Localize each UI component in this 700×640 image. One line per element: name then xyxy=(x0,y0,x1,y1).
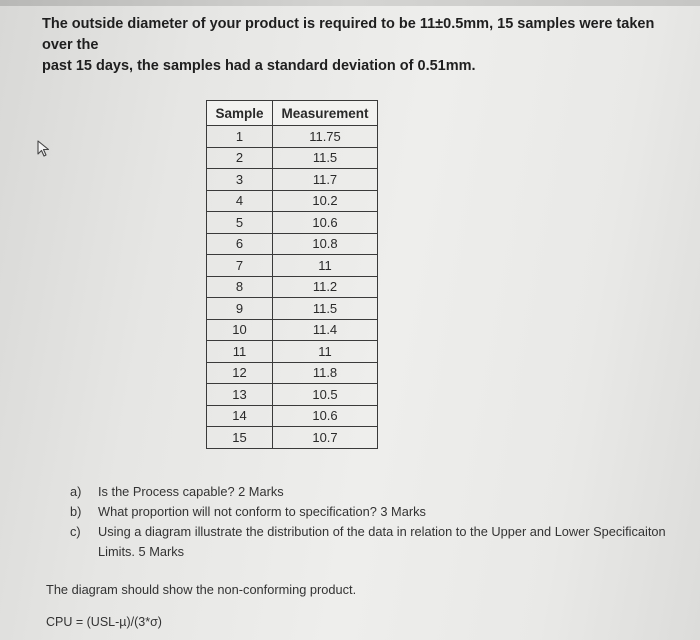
table-row xyxy=(207,405,378,427)
question-letter: c) xyxy=(70,524,81,539)
measurement-value-cell: 11.8 xyxy=(273,362,378,384)
table-row xyxy=(207,212,378,234)
question-list xyxy=(70,482,690,562)
measurement-value-cell: 10.8 xyxy=(273,233,378,255)
measurement-column-header: Measurement xyxy=(273,101,378,126)
sample-number-cell: 14 xyxy=(207,405,273,427)
table-row xyxy=(207,233,378,255)
sample-number-cell: 9 xyxy=(207,298,273,320)
question-c xyxy=(70,522,690,562)
measurement-value-cell: 11 xyxy=(273,341,378,363)
question-text: Is the Process capable? 2 Marks xyxy=(98,484,284,499)
table-row xyxy=(207,276,378,298)
cpu-formula: CPU = (USL-µ)/(3*σ) xyxy=(46,615,162,629)
sample-number-cell: 6 xyxy=(207,233,273,255)
measurement-value-cell: 11.75 xyxy=(273,126,378,148)
problem-statement-line-2: past 15 days, the samples had a standard deviation of 0.51mm. xyxy=(42,58,476,74)
sample-number-cell: 1 xyxy=(207,126,273,148)
question-a xyxy=(70,482,690,502)
page-top-edge xyxy=(0,0,700,6)
sample-number-cell: 7 xyxy=(207,255,273,277)
measurement-value-cell: 10.7 xyxy=(273,427,378,449)
measurement-value-cell: 10.6 xyxy=(273,405,378,427)
sample-number-cell: 12 xyxy=(207,362,273,384)
table-row xyxy=(207,319,378,341)
measurement-value-cell: 10.2 xyxy=(273,190,378,212)
table-row xyxy=(207,427,378,449)
question-letter: a) xyxy=(70,484,82,499)
table-header-row xyxy=(207,101,378,126)
table-row xyxy=(207,169,378,191)
table-row xyxy=(207,147,378,169)
table-body xyxy=(207,126,378,449)
sample-number-cell: 15 xyxy=(207,427,273,449)
sample-number-cell: 2 xyxy=(207,147,273,169)
table-row xyxy=(207,384,378,406)
sample-number-cell: 3 xyxy=(207,169,273,191)
measurement-value-cell: 10.6 xyxy=(273,212,378,234)
sample-number-cell: 5 xyxy=(207,212,273,234)
sample-number-cell: 8 xyxy=(207,276,273,298)
table-row xyxy=(207,298,378,320)
table-row xyxy=(207,126,378,148)
measurement-value-cell: 10.5 xyxy=(273,384,378,406)
measurement-value-cell: 11.5 xyxy=(273,298,378,320)
sample-number-cell: 4 xyxy=(207,190,273,212)
measurement-value-cell: 11.4 xyxy=(273,319,378,341)
measurement-value-cell: 11.5 xyxy=(273,147,378,169)
sample-number-cell: 11 xyxy=(207,341,273,363)
question-text: Using a diagram illustrate the distribution of the data in relation to the Upper and Lower Specificaiton Limits. 5 Marks xyxy=(98,524,666,559)
sample-column-header: Sample xyxy=(207,101,273,126)
problem-statement xyxy=(42,14,687,77)
problem-statement-line-1: The outside diameter of your product is required to be 11±0.5mm, 15 samples were taken over the xyxy=(42,16,655,53)
diagram-note: The diagram should show the non-conforming product. xyxy=(46,582,357,597)
question-text: What proportion will not conform to specification? 3 Marks xyxy=(98,504,426,519)
measurement-value-cell: 11 xyxy=(273,255,378,277)
table-row xyxy=(207,362,378,384)
question-b xyxy=(70,502,690,522)
table-row xyxy=(207,341,378,363)
measurement-value-cell: 11.7 xyxy=(273,169,378,191)
sample-number-cell: 13 xyxy=(207,384,273,406)
measurement-table xyxy=(206,100,378,449)
sample-number-cell: 10 xyxy=(207,319,273,341)
table-row xyxy=(207,190,378,212)
table-row xyxy=(207,255,378,277)
question-letter: b) xyxy=(70,504,82,519)
mouse-pointer-icon xyxy=(36,140,52,158)
measurement-value-cell: 11.2 xyxy=(273,276,378,298)
